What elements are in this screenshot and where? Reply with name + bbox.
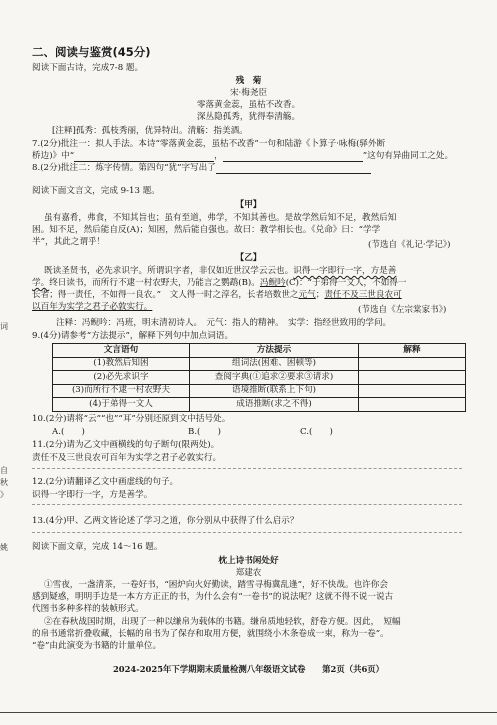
q10-text: 10.(2分)请将“云”“也”“耳”分别还原到文中括号处。: [32, 414, 231, 424]
jia-line-1: 虽有嘉肴，弗食，不知其旨也；虽有至道，弗学，不知其善也。是故学然后知不足，教然后知: [44, 213, 397, 223]
yi-text: 既读圣贤书，必先求识字。所谓识字者，非仅如近世汉学云云也。: [44, 266, 294, 276]
table-row: [53, 398, 466, 412]
jia-source: (节选自《礼记·学记》): [368, 240, 451, 250]
q7-line-1: 7.(2分)批注一：拟人手法。本诗“零落黄金蕊，虽枯不改香”一句和陆游《卜算子·咏梅(驿外断: [32, 139, 386, 149]
article-p1-line-2: 感到疑惑，明明手边是一本方方正正的书，为什么会有“一卷书”的说法呢？这就不得不说一说古: [32, 592, 394, 602]
article-p2-line-2: 的帛书通常折叠收藏，长幅的帛书为了保存和取用方便，就围绕小木条卷成一束，称为一卷”。: [32, 629, 389, 639]
yi-line-3: [32, 290, 402, 301]
answer-rule: [32, 468, 462, 469]
q9-table: [52, 343, 466, 412]
table-cell: (3)而所行不逮一村农野夫: [53, 384, 190, 398]
q9-text: 9.(4分)请参考“方法提示”，解释下列句中加点词语。: [32, 331, 234, 341]
q7-line-2: [32, 151, 453, 162]
q12-text: 12.(2分)请翻译乙文中画虚线的句子。: [32, 477, 179, 487]
yi-line-4: [32, 302, 152, 313]
q7-answer-blank-1[interactable]: [74, 152, 214, 162]
article-p1-line-3: 代图书多种多样的装帧形式。: [32, 604, 144, 614]
yi-underlined-sentence: 责任不及三世良农可: [324, 290, 402, 300]
yi-source: (节选自《左宗棠家书》): [358, 305, 447, 315]
table-cell: (4)于弟得一文人: [53, 398, 190, 412]
q10-blank-a[interactable]: A.( ): [52, 427, 85, 437]
margin-mark: 自: [0, 466, 8, 475]
poem-line-1: 零落黄金蕊，虽枯不改香。: [196, 100, 301, 110]
jia-line-3: 半”，其此之谓乎！: [32, 237, 106, 247]
poem-intro: 阅读下面古诗，完成7-8 题。: [32, 63, 144, 73]
answer-cell[interactable]: [359, 357, 466, 371]
jia-heading: 【甲】: [235, 200, 262, 210]
table-row: [53, 384, 466, 398]
q8-line: [32, 163, 371, 174]
table-cell: 组词法(困难、困顿等): [190, 357, 359, 371]
margin-mark: 词: [0, 322, 8, 331]
wy-intro: 阅读下面文言文，完成 9-13 题。: [32, 186, 160, 196]
article-p2-line-3: “卷”由此演变为书籍的计量单位。: [32, 641, 162, 651]
table-row: [53, 371, 466, 385]
table-cell: 成语推断(求之不得): [190, 398, 359, 412]
answer-cell[interactable]: [359, 398, 466, 412]
answer-rule: [32, 504, 462, 505]
answer-rule: [32, 532, 462, 533]
margin-mark: 姚: [0, 543, 8, 552]
yi-line-2: [32, 278, 407, 289]
poem-note: [注释]孤秀：孤枝秀丽，优异特出。清觞：指美酒。: [52, 126, 248, 136]
yi-dotted-sentence-end: 学。: [32, 278, 50, 288]
table-cell: 语境推断(联系上下句): [190, 384, 359, 398]
yi-text: 长者；得一责任，不如得一良农。” 文人得一时之淳名，长者培数世之: [32, 290, 299, 300]
q7-text-a: 桥边)》中“: [32, 151, 75, 161]
article-author: 郑建农: [235, 568, 262, 578]
yi-text: (C)：“于弟得一文人，不如得一: [285, 278, 407, 288]
answer-cell[interactable]: [359, 371, 466, 385]
yi-underlined-sentence-end: 以百年为实学之君子必敦实行。: [32, 302, 153, 312]
q7-answer-blank-2[interactable]: [223, 152, 363, 162]
article-title: 枕上诗书闲处好: [218, 556, 279, 566]
yi-heading: 【乙】: [235, 253, 262, 263]
q7-text-b: ，: [214, 151, 223, 161]
table-cell: (1)教然后知困: [53, 357, 190, 371]
table-header-row: [53, 344, 466, 358]
q12-sentence: 识得一字即行一字，方是善学。: [32, 490, 153, 500]
q8-answer-blank[interactable]: [216, 164, 371, 174]
q10-blank-c[interactable]: C.( ): [300, 427, 333, 437]
yi-text: ；: [315, 290, 325, 300]
answer-cell[interactable]: [359, 384, 466, 398]
jia-line-2: 困。知不足，然后能自反(A)；知困，然后能自强也。故曰：教学相长也。《兑命》曰：“学学: [32, 225, 381, 235]
table-header-cell: 文言语句: [53, 344, 190, 358]
q8-text: 8.(2分)批注二：炼字传情。第四句“犹”字写出了: [32, 163, 216, 173]
section-title: 二、阅读与鉴赏(45分): [32, 45, 151, 59]
q7-text-c: ”这句有异曲同工之处。: [362, 151, 454, 161]
yi-note: 注释：冯鲵吟：冯班，明末清初诗人。 元气：指人的精神。 实学：指经世致用的学问。: [56, 318, 392, 328]
poem-line-2: 深丛隐孤秀，犹得奉清觞。: [196, 112, 301, 122]
yi-line-1: [44, 266, 396, 277]
yi-term: 元气: [298, 290, 316, 300]
table-header-cell: 方法提示: [190, 344, 359, 358]
page-footer: 2024-2025年下学期期末质量检测八年级语文试卷 第2页（共6页）: [112, 664, 385, 674]
article-p2-line-1: ②在春秋战国时期，出现了一种以缣帛为载体的书籍。缣帛质地轻软，舒卷方便。因此， 短幅: [44, 617, 401, 627]
yi-dotted-sentence: 识得一字即行一字，方是善: [293, 266, 397, 276]
poem-author: 宋·梅尧臣: [229, 88, 268, 98]
q10-blank-b[interactable]: B.( ): [188, 427, 221, 437]
q13-text: 13.(4分)甲、乙两文皆论述了学习之道，你分别从中获得了什么启示？: [32, 516, 299, 526]
yi-name: 冯鲵吟: [259, 278, 286, 288]
margin-mark: 》: [0, 490, 8, 499]
margin-mark: 秋: [0, 478, 8, 487]
modern-intro: 阅读下面文章，完成 14～16 题。: [32, 542, 163, 552]
table-header-cell: 解释: [359, 344, 466, 358]
table-cell: (2)必先求识字: [53, 371, 190, 385]
page-bottom-border: [0, 712, 497, 713]
poem-title: 残 菊: [235, 76, 262, 86]
table-row: [53, 357, 466, 371]
article-p1-line-1: ①雪夜，一盏清茶，一卷好书，“困炉向火好勤读，踏雪寻梅冀乱逢”，好不快哉。也许你会: [44, 580, 388, 590]
q11-sentence: 责任不及三世良农可百年为实学之君子必敦实行。: [32, 453, 222, 463]
yi-text: 终日读书，而所行不逮一村农野夫，乃能言之鹦鹉(B)。: [49, 278, 260, 288]
q11-text: 11.(2分)请为乙文中画横线的句子断句(限两处)。: [32, 440, 220, 450]
table-cell: 查阅字典(①追求②要求③请求): [190, 371, 359, 385]
